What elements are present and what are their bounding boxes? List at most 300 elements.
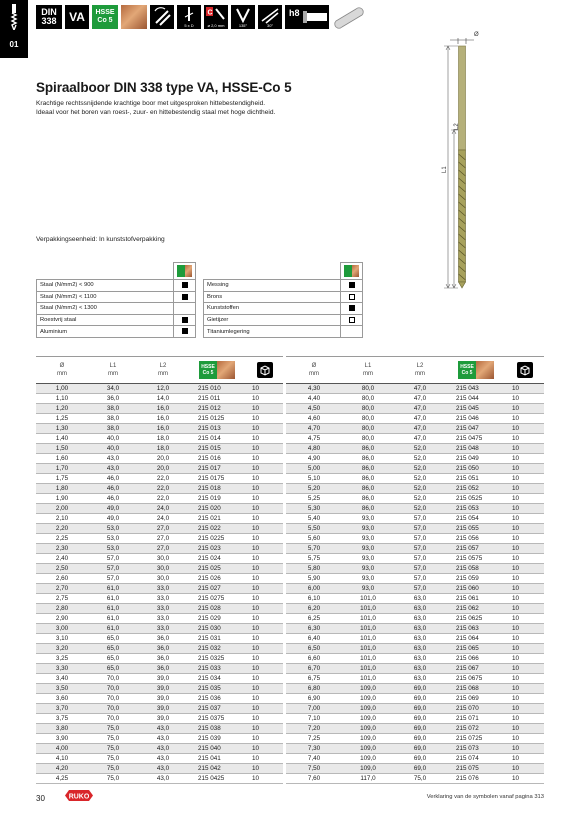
cylindrical-shank-icon (332, 5, 366, 29)
l1-cell: 109,0 (342, 724, 394, 734)
diameter-cell: 2,40 (36, 554, 88, 564)
diameter-cell: 1,00 (36, 384, 88, 394)
material-label: Titaniumlegering (204, 326, 341, 338)
col-l2 (138, 357, 188, 384)
helix-angle-label: 30° (266, 23, 274, 28)
l1-cell: 109,0 (342, 684, 394, 694)
l1-cell: 75,0 (88, 744, 138, 754)
article-number-cell: 215 0725 (446, 734, 506, 744)
article-number-cell: 215 012 (188, 404, 246, 414)
hsse-co5-badge (458, 361, 494, 379)
l2-cell: 20,0 (138, 464, 188, 474)
article-number-cell: 215 062 (446, 604, 506, 614)
table-row (286, 624, 544, 634)
material-header-blank (37, 263, 174, 280)
l2-cell: 47,0 (394, 434, 446, 444)
article-number-cell: 215 052 (446, 484, 506, 494)
table-row (36, 544, 283, 554)
l2-cell: 43,0 (138, 734, 188, 744)
diameter-unit: mm (309, 371, 319, 377)
pack-quantity-cell: 10 (246, 754, 283, 764)
product-table-right (286, 356, 544, 784)
l2-cell: 69,0 (394, 724, 446, 734)
pack-quantity-cell: 10 (506, 434, 544, 444)
co5-label: Co 5 (97, 17, 113, 24)
article-number-cell: 215 0275 (188, 594, 246, 604)
pack-quantity-cell: 10 (246, 454, 283, 464)
pack-quantity-cell: 10 (246, 644, 283, 654)
diameter-cell: 6,40 (286, 634, 342, 644)
diameter-cell: 2,50 (36, 564, 88, 574)
l1-cell: 109,0 (342, 744, 394, 754)
l1-cell: 93,0 (342, 554, 394, 564)
article-number-cell: 215 036 (188, 694, 246, 704)
table-row (36, 534, 283, 544)
l2-cell: 52,0 (394, 454, 446, 464)
l1-cell: 101,0 (342, 624, 394, 634)
table-row (286, 544, 544, 554)
material-row (37, 314, 196, 326)
l2-cell: 39,0 (138, 674, 188, 684)
l1-cell: 93,0 (342, 544, 394, 554)
l1-cell: 75,0 (88, 734, 138, 744)
diameter-cell: 4,70 (286, 424, 342, 434)
article-number-cell: 215 040 (188, 744, 246, 754)
l1-cell: 38,0 (88, 414, 138, 424)
table-row (36, 444, 283, 454)
table-row (286, 584, 544, 594)
l1-cell: 101,0 (342, 604, 394, 614)
diameter-cell: 7,50 (286, 764, 342, 774)
diameter-cell: 6,20 (286, 604, 342, 614)
l2-cell: 52,0 (394, 444, 446, 454)
l2-header: L2 (416, 363, 424, 369)
l1-cell: 53,0 (88, 524, 138, 534)
pack-quantity-cell: 10 (506, 444, 544, 454)
l2-cell: 43,0 (138, 774, 188, 784)
l1-cell: 101,0 (342, 674, 394, 684)
diameter-cell: 5,10 (286, 474, 342, 484)
logo-text: RUKO (68, 793, 90, 801)
article-number-cell: 215 0525 (446, 494, 506, 504)
l1-label: L1 (442, 166, 448, 173)
diameter-unit: mm (57, 371, 67, 377)
pack-quantity-cell: 10 (246, 514, 283, 524)
l2-label: L2 (454, 123, 460, 130)
material-row (37, 280, 196, 292)
diameter-cell: 1,60 (36, 454, 88, 464)
l2-cell: 33,0 (138, 624, 188, 634)
article-number-cell: 215 017 (188, 464, 246, 474)
material-header-icon (174, 263, 196, 280)
pack-quantity-cell: 10 (506, 494, 544, 504)
article-number-cell: 215 034 (188, 674, 246, 684)
diameter-cell: 1,70 (36, 464, 88, 474)
diameter-cell: 4,10 (36, 754, 88, 764)
l2-cell: 57,0 (394, 544, 446, 554)
l2-cell: 39,0 (138, 704, 188, 714)
table-row (286, 494, 544, 504)
material-label: Aluminium (37, 326, 174, 338)
col-l1 (342, 357, 394, 384)
product-table-left (36, 356, 283, 784)
pack-quantity-cell: 10 (246, 614, 283, 624)
pack-quantity-cell: 10 (506, 744, 544, 754)
pack-quantity-cell: 10 (506, 604, 544, 614)
l1-cell: 80,0 (342, 434, 394, 444)
l1-cell: 36,0 (88, 394, 138, 404)
l2-cell: 69,0 (394, 694, 446, 704)
diameter-cell: 4,30 (286, 384, 342, 394)
material-header-icon (341, 263, 363, 280)
pack-quantity-cell: 10 (246, 764, 283, 774)
table-row (286, 444, 544, 454)
l1-cell: 75,0 (88, 754, 138, 764)
diameter-cell: 2,80 (36, 604, 88, 614)
diameter-cell: 2,20 (36, 524, 88, 534)
section-tab (0, 0, 28, 58)
diameter-cell: 5,20 (286, 484, 342, 494)
material-row (204, 326, 363, 338)
article-number-cell: 215 018 (188, 484, 246, 494)
table-row (36, 604, 283, 614)
diameter-cell: 6,60 (286, 654, 342, 664)
article-number-cell: 215 030 (188, 624, 246, 634)
pack-quantity-cell: 10 (246, 434, 283, 444)
pack-quantity-cell: 10 (506, 394, 544, 404)
l2-cell: 30,0 (138, 574, 188, 584)
pack-quantity-cell: 10 (506, 414, 544, 424)
l2-unit: mm (415, 371, 425, 377)
l2-cell: 39,0 (138, 694, 188, 704)
package-box-icon (257, 362, 273, 378)
open-square-icon (349, 317, 355, 323)
l2-cell: 12,0 (138, 384, 188, 394)
pack-quantity-cell: 10 (506, 764, 544, 774)
l1-cell: 70,0 (88, 694, 138, 704)
pack-quantity-cell: 10 (246, 574, 283, 584)
open-square-icon (349, 294, 355, 300)
pack-quantity-cell: 10 (506, 474, 544, 484)
table-row (36, 524, 283, 534)
l2-cell: 57,0 (394, 554, 446, 564)
table-row (36, 684, 283, 694)
diameter-cell: 1,80 (36, 484, 88, 494)
article-number-cell: 215 022 (188, 524, 246, 534)
article-number-cell: 215 045 (446, 404, 506, 414)
diameter-cell: 1,40 (36, 434, 88, 444)
l1-cell: 101,0 (342, 644, 394, 654)
article-number-cell: 215 051 (446, 474, 506, 484)
l1-cell: 57,0 (88, 564, 138, 574)
table-row (36, 454, 283, 464)
l2-cell: 27,0 (138, 534, 188, 544)
l1-cell: 61,0 (88, 594, 138, 604)
table-row (36, 774, 283, 784)
l1-cell: 101,0 (342, 594, 394, 604)
article-number-cell: 215 041 (188, 754, 246, 764)
pack-quantity-cell: 10 (246, 634, 283, 644)
material-mark (174, 303, 196, 315)
pack-quantity-cell: 10 (506, 734, 544, 744)
pack-quantity-cell: 10 (506, 724, 544, 734)
l1-cell: 40,0 (88, 434, 138, 444)
article-number-cell: 215 033 (188, 664, 246, 674)
pack-quantity-cell: 10 (506, 684, 544, 694)
article-number-cell: 215 037 (188, 704, 246, 714)
pack-quantity-cell: 10 (506, 754, 544, 764)
l2-cell: 69,0 (394, 754, 446, 764)
diameter-cell: 6,75 (286, 674, 342, 684)
diameter-cell: 1,25 (36, 414, 88, 424)
l1-cell: 43,0 (88, 464, 138, 474)
article-number-cell: 215 073 (446, 744, 506, 754)
diameter-cell: 6,70 (286, 664, 342, 674)
l1-cell: 80,0 (342, 384, 394, 394)
l1-cell: 117,0 (342, 774, 394, 784)
table-row (36, 394, 283, 404)
col-pack (246, 357, 283, 384)
l1-cell: 86,0 (342, 504, 394, 514)
diameter-cell: 2,30 (36, 544, 88, 554)
l1-cell: 86,0 (342, 474, 394, 484)
pack-quantity-cell: 10 (506, 694, 544, 704)
l2-cell: 69,0 (394, 744, 446, 754)
article-number-cell: 215 070 (446, 704, 506, 714)
diameter-cell: 3,75 (36, 714, 88, 724)
l2-cell: 16,0 (138, 404, 188, 414)
diameter-cell: 2,75 (36, 594, 88, 604)
table-row (36, 654, 283, 664)
article-number-cell: 215 072 (446, 724, 506, 734)
h8-tolerance-icon (285, 5, 329, 29)
pack-quantity-cell: 10 (246, 394, 283, 404)
article-number-cell: 215 044 (446, 394, 506, 404)
article-number-cell: 215 063 (446, 624, 506, 634)
material-row (204, 280, 363, 292)
diameter-cell: 4,75 (286, 434, 342, 444)
l1-cell: 49,0 (88, 504, 138, 514)
article-number-cell: 215 016 (188, 454, 246, 464)
l2-cell: 63,0 (394, 634, 446, 644)
table-row (36, 484, 283, 494)
article-number-cell: 215 054 (446, 514, 506, 524)
col-pack (506, 357, 544, 384)
pack-quantity-cell: 10 (246, 734, 283, 744)
l2-cell: 57,0 (394, 524, 446, 534)
table-row (286, 614, 544, 624)
l2-cell: 24,0 (138, 514, 188, 524)
material-mark (341, 326, 363, 338)
article-number-cell: 215 024 (188, 554, 246, 564)
l1-cell: 86,0 (342, 454, 394, 464)
material-table-left (36, 262, 196, 338)
article-number-cell: 215 047 (446, 424, 506, 434)
diameter-cell: 3,90 (36, 734, 88, 744)
l2-cell: 69,0 (394, 684, 446, 694)
article-number-cell: 215 067 (446, 664, 506, 674)
helix-angle-icon (258, 5, 282, 29)
l2-cell: 69,0 (394, 734, 446, 744)
l2-cell: 14,0 (138, 394, 188, 404)
article-number-cell: 215 025 (188, 564, 246, 574)
diameter-cell: 2,90 (36, 614, 88, 624)
table-row (286, 534, 544, 544)
l2-cell: 57,0 (394, 514, 446, 524)
table-row (36, 584, 283, 594)
table-row (286, 664, 544, 674)
diameter-cell: 5,50 (286, 524, 342, 534)
l1-cell: 70,0 (88, 704, 138, 714)
diameter-cell: 4,20 (36, 764, 88, 774)
pack-quantity-cell: 10 (506, 544, 544, 554)
article-number-cell: 215 0325 (188, 654, 246, 664)
page-title: Spiraalboor DIN 338 type VA, HSSE-Co 5 (36, 80, 292, 95)
l2-cell: 69,0 (394, 714, 446, 724)
l1-cell: 93,0 (342, 584, 394, 594)
pack-quantity-cell: 10 (246, 554, 283, 564)
l1-cell: 80,0 (342, 394, 394, 404)
diameter-cell: 3,20 (36, 644, 88, 654)
material-row (204, 291, 363, 303)
article-number-cell: 215 046 (446, 414, 506, 424)
table-row (36, 614, 283, 624)
diameter-cell: 4,80 (286, 444, 342, 454)
l1-cell: 65,0 (88, 634, 138, 644)
l1-cell: 61,0 (88, 604, 138, 614)
diameter-label: Ø (474, 32, 479, 38)
material-row (37, 291, 196, 303)
article-number-cell: 215 065 (446, 644, 506, 654)
material-mark (341, 280, 363, 292)
table-row (36, 734, 283, 744)
diameter-cell: 4,00 (36, 744, 88, 754)
l2-cell: 36,0 (138, 654, 188, 664)
pack-quantity-cell: 10 (246, 674, 283, 684)
l1-cell: 109,0 (342, 764, 394, 774)
table-row (286, 424, 544, 434)
material-label: Brons (204, 291, 341, 303)
l1-cell: 38,0 (88, 424, 138, 434)
material-mark (341, 303, 363, 315)
article-number-cell: 215 0225 (188, 534, 246, 544)
l1-cell: 53,0 (88, 534, 138, 544)
article-number-cell: 215 015 (188, 444, 246, 454)
svg-text:C: C (207, 9, 213, 17)
material-row (37, 326, 196, 338)
diameter-header: Ø (59, 363, 65, 369)
l2-cell: 63,0 (394, 594, 446, 604)
diameter-cell: 4,90 (286, 454, 342, 464)
pack-quantity-cell: 10 (506, 644, 544, 654)
l1-cell: 93,0 (342, 514, 394, 524)
pack-quantity-cell: 10 (506, 464, 544, 474)
article-number-cell: 215 042 (188, 764, 246, 774)
article-number-cell: 215 020 (188, 504, 246, 514)
pack-quantity-cell: 10 (506, 504, 544, 514)
table-row (286, 694, 544, 704)
l2-cell: 63,0 (394, 614, 446, 624)
pack-quantity-cell: 10 (506, 654, 544, 664)
l2-cell: 57,0 (394, 564, 446, 574)
l2-cell: 52,0 (394, 464, 446, 474)
l1-cell: 65,0 (88, 654, 138, 664)
l1-cell: 86,0 (342, 464, 394, 474)
diameter-cell: 3,70 (36, 704, 88, 714)
material-header-blank (204, 263, 341, 280)
filled-square-icon (182, 294, 188, 300)
l1-cell: 46,0 (88, 484, 138, 494)
diameter-cell: 3,10 (36, 634, 88, 644)
pack-quantity-cell: 10 (506, 584, 544, 594)
table-row (36, 434, 283, 444)
diameter-cell: 4,40 (286, 394, 342, 404)
section-number: 01 (9, 40, 19, 49)
l1-cell: 86,0 (342, 444, 394, 454)
pack-quantity-cell: 10 (246, 714, 283, 724)
l2-cell: 24,0 (138, 504, 188, 514)
l1-cell: 61,0 (88, 614, 138, 624)
l1-cell: 75,0 (88, 764, 138, 774)
pack-quantity-cell: 10 (246, 534, 283, 544)
l2-cell: 52,0 (394, 484, 446, 494)
va-icon: VA (65, 5, 89, 29)
pack-quantity-cell: 10 (246, 544, 283, 554)
article-number-cell: 215 023 (188, 544, 246, 554)
material-mark (341, 291, 363, 303)
hsse-co5-icon (92, 5, 118, 29)
pack-quantity-cell: 10 (506, 574, 544, 584)
article-number-cell: 215 071 (446, 714, 506, 724)
table-row (286, 604, 544, 614)
l2-cell: 43,0 (138, 744, 188, 754)
cutting-edge-icon (204, 5, 228, 29)
table-row (286, 394, 544, 404)
l2-cell: 57,0 (394, 574, 446, 584)
copper-mini-icon (185, 265, 192, 277)
l2-cell: 18,0 (138, 434, 188, 444)
table-row (36, 514, 283, 524)
l1-cell: 101,0 (342, 654, 394, 664)
diameter-cell: 3,25 (36, 654, 88, 664)
table-row (36, 674, 283, 684)
hsse-co5-badge (199, 361, 235, 379)
pack-quantity-cell: 10 (246, 484, 283, 494)
badge-co5: Co 5 (202, 370, 214, 376)
l1-cell: 40,0 (88, 444, 138, 454)
pack-quantity-cell: 10 (246, 744, 283, 754)
article-number-cell: 215 075 (446, 764, 506, 774)
article-number-cell: 215 0625 (446, 614, 506, 624)
l1-cell: 109,0 (342, 734, 394, 744)
l2-cell: 36,0 (138, 634, 188, 644)
article-number-cell: 215 039 (188, 734, 246, 744)
material-label: Staal (N/mm2) < 1300 (37, 303, 174, 315)
article-number-cell: 215 035 (188, 684, 246, 694)
l1-cell: 93,0 (342, 534, 394, 544)
l2-cell: 30,0 (138, 564, 188, 574)
l2-header: L2 (159, 363, 167, 369)
col-article (446, 357, 506, 384)
diameter-cell: 3,60 (36, 694, 88, 704)
article-number-cell: 215 027 (188, 584, 246, 594)
article-number-cell: 215 074 (446, 754, 506, 764)
table-row (286, 704, 544, 714)
article-number-cell: 215 026 (188, 574, 246, 584)
pack-quantity-cell: 10 (506, 454, 544, 464)
article-number-cell: 215 014 (188, 434, 246, 444)
ruko-logo (64, 789, 94, 802)
